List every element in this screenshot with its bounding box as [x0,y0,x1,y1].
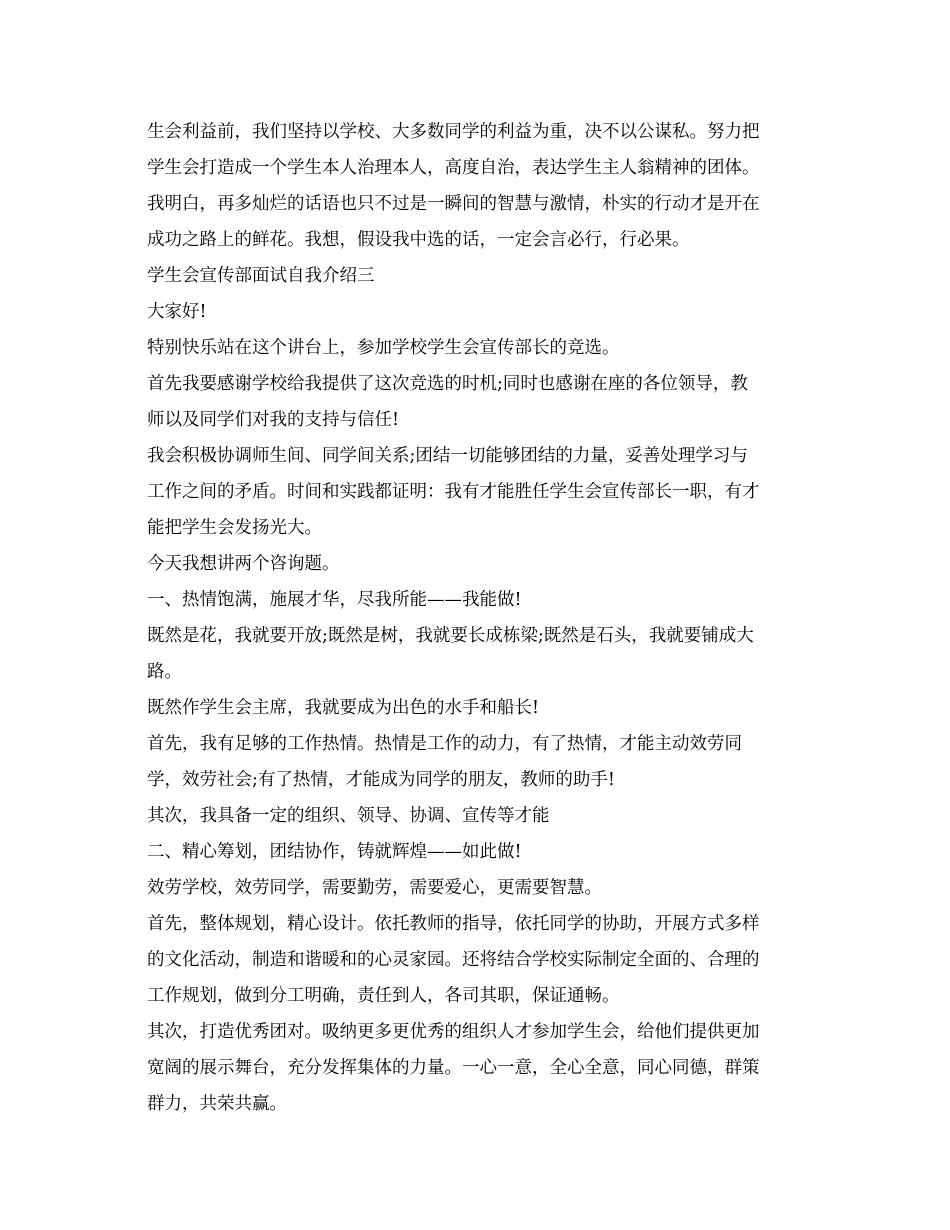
text-line: 师以及同学们对我的支持与信任! [147,410,400,430]
paragraph [147,690,807,726]
paragraph [147,798,807,834]
text-line: 今天我想讲两个咨询题。 [147,554,340,574]
text-line: 的文化活动，制造和谐暖和的心灵家园。还将结合学校实际制定全面的、合理的 [147,950,760,970]
paragraph [147,546,807,582]
text-line: 生会利益前，我们坚持以学校、大多数同学的利益为重，决不以公谋私。努力把 [147,122,760,142]
paragraph [147,366,807,438]
text-line: 我明白，再多灿烂的话语也只不过是一瞬间的智慧与激情，朴实的行动才是开在 [147,194,760,214]
text-line: 二、精心筹划，团结协作，铸就辉煌——如此做! [147,842,522,862]
paragraph [147,438,807,546]
text-line: 学生会打造成一个学生本人治理本人，高度自治，表达学生主人翁精神的团体。 [147,158,760,178]
paragraph [147,330,807,366]
paragraph [147,582,807,618]
text-line: 工作规划，做到分工明确，责任到人，各司其职，保证通畅。 [147,986,620,1006]
text-line: 学生会宣传部面试自我介绍三 [147,266,375,286]
text-line: 特别快乐站在这个讲台上，参加学校学生会宣传部长的竞选。 [147,338,620,358]
text-line: 首先我要感谢学校给我提供了这次竞选的时机;同时也感谢在座的各位领导，教 [147,374,748,394]
text-line: 路。 [147,662,182,682]
paragraph [147,258,807,294]
text-line: 我会积极协调师生间、同学间关系;团结一切能够团结的力量，妥善处理学习与 [147,446,748,466]
text-line: 一、热情饱满，施展才华，尽我所能——我能做! [147,590,522,610]
text-line: 首先，整体规划，精心设计。依托教师的指导，依托同学的协助，开展方式多样 [147,914,760,934]
paragraph [147,906,807,1014]
paragraph [147,186,807,258]
text-line: 其次，我具备一定的组织、领导、协调、宣传等才能 [147,806,550,826]
paragraph [147,114,807,186]
paragraph [147,870,807,906]
paragraph [147,1014,807,1122]
paragraph [147,618,807,690]
document-body [147,114,807,1122]
text-line: 学，效劳社会;有了热情，才能成为同学的朋友，教师的助手! [147,770,615,790]
text-line: 群力，共荣共赢。 [147,1094,287,1114]
paragraph [147,834,807,870]
text-line: 成功之路上的鲜花。我想，假设我中选的话，一定会言必行，行必果。 [147,230,690,250]
text-line: 既然是花，我就要开放;既然是树，我就要长成栋梁;既然是石头，我就要铺成大 [147,626,754,646]
text-line: 宽阔的展示舞台，充分发挥集体的力量。一心一意，全心全意，同心同德，群策 [147,1058,760,1078]
text-line: 其次，打造优秀团对。吸纳更多更优秀的组织人才参加学生会，给他们提供更加 [147,1022,760,1042]
paragraph [147,294,807,330]
text-line: 大家好! [147,302,207,322]
text-line: 效劳学校，效劳同学，需要勤劳，需要爱心，更需要智慧。 [147,878,602,898]
text-line: 首先，我有足够的工作热情。热情是工作的动力，有了热情，才能主动效劳同 [147,734,742,754]
text-line: 既然作学生会主席，我就要成为出色的水手和船长! [147,698,540,718]
text-line: 能把学生会发扬光大。 [147,518,322,538]
text-line: 工作之间的矛盾。时间和实践都证明：我有才能胜任学生会宣传部长一职，有才 [147,482,760,502]
paragraph [147,726,807,798]
